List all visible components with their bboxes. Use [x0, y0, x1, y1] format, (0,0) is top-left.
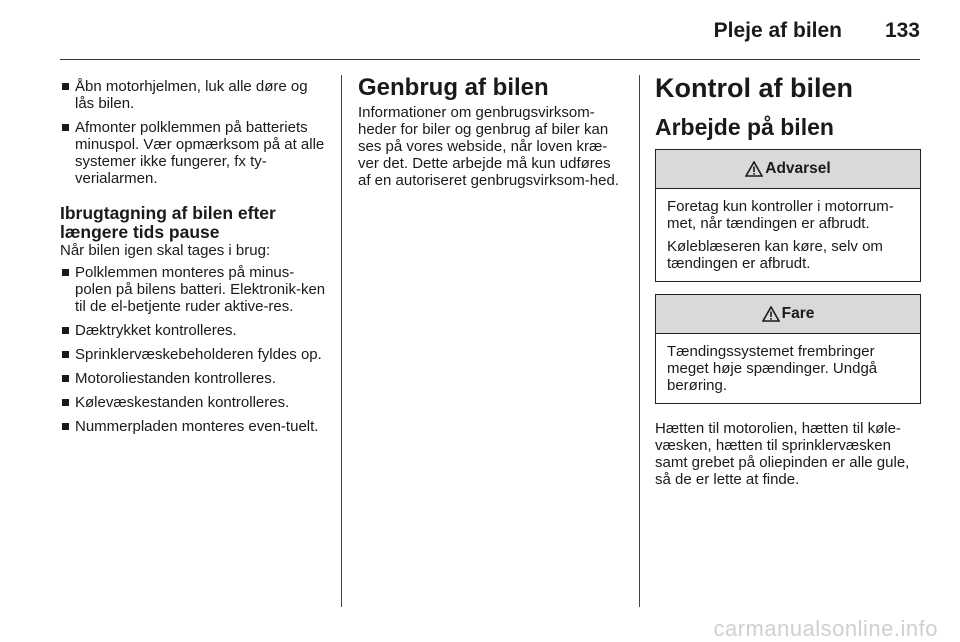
warning-box-title: Advarsel — [765, 160, 831, 177]
warning-triangle-icon — [762, 306, 780, 322]
warning-triangle-icon — [745, 161, 763, 177]
column-divider-2 — [639, 75, 640, 607]
column-1 — [60, 78, 328, 442]
list-item: Polklemmen monteres på minus-polen på bilens batteri. Elektronik-ken til de el-betjente ruder aktive-res. — [60, 264, 328, 315]
inspection-heading: Kontrol af bilen — [655, 73, 853, 103]
column-3 — [655, 73, 921, 488]
restart-list — [60, 264, 328, 435]
danger-box-title: Fare — [781, 305, 815, 322]
warning-box — [655, 149, 921, 282]
list-item: Dæktrykket kontrolleres. — [60, 322, 328, 339]
section-heading: Ibrugtagning af bilen efter længere tids pause — [60, 203, 276, 242]
warning-paragraph: Køleblæseren kan køre, selv om tændingen er afbrudt. — [667, 238, 883, 272]
list-item: Afmonter polklemmen på batteriets minuspol. Vær opmærksom på at alle systemer ikke fungerer, fx ty-verialarmen. — [60, 119, 328, 187]
inspection-subheading: Arbejde på bilen — [655, 114, 834, 140]
column-2 — [358, 74, 626, 189]
header-rule — [60, 59, 920, 60]
section-intro: Når bilen igen skal tages i brug: — [60, 242, 271, 259]
danger-box-body — [656, 334, 920, 403]
page-header — [0, 0, 960, 60]
warning-box-header — [656, 150, 920, 189]
danger-box-header — [656, 295, 920, 334]
running-title: Pleje af bilen — [713, 19, 842, 42]
list-item: Sprinklervæskebeholderen fyldes op. — [60, 346, 328, 363]
caps-body: Hætten til motorolien, hætten til køle-væsken, hætten til sprinklervæsken samt grebet på oliepinden er alle gule, så de er lette at finde. — [655, 420, 910, 488]
column-divider-1 — [341, 75, 342, 607]
list-item: Motoroliestanden kontrolleres. — [60, 370, 328, 387]
recycling-body: Informationer om genbrugsvirksom-heder for biler og genbrug af biler kan ses på vores webside, når loven kræ-ver det. Dette arbejde må kun udføres af en autoriseret genbrugsvirksom-hed. — [358, 104, 619, 189]
recycling-heading: Genbrug af bilen — [358, 74, 549, 101]
watermark: carmanualsonline.info — [713, 616, 938, 641]
warning-paragraph: Foretag kun kontroller i motorrum-met, når tændingen er afbrudt. — [667, 198, 894, 232]
warning-box-body — [656, 189, 920, 281]
list-item: Åbn motorhjelmen, luk alle døre og lås bilen. — [60, 78, 328, 112]
list-item: Kølevæskestanden kontrolleres. — [60, 394, 328, 411]
danger-box — [655, 294, 921, 404]
danger-paragraph: Tændingssystemet frembringer meget høje spændinger. Undgå berøring. — [667, 343, 878, 394]
list-item: Nummerpladen monteres even-tuelt. — [60, 418, 328, 435]
page-number: 133 — [884, 19, 920, 42]
